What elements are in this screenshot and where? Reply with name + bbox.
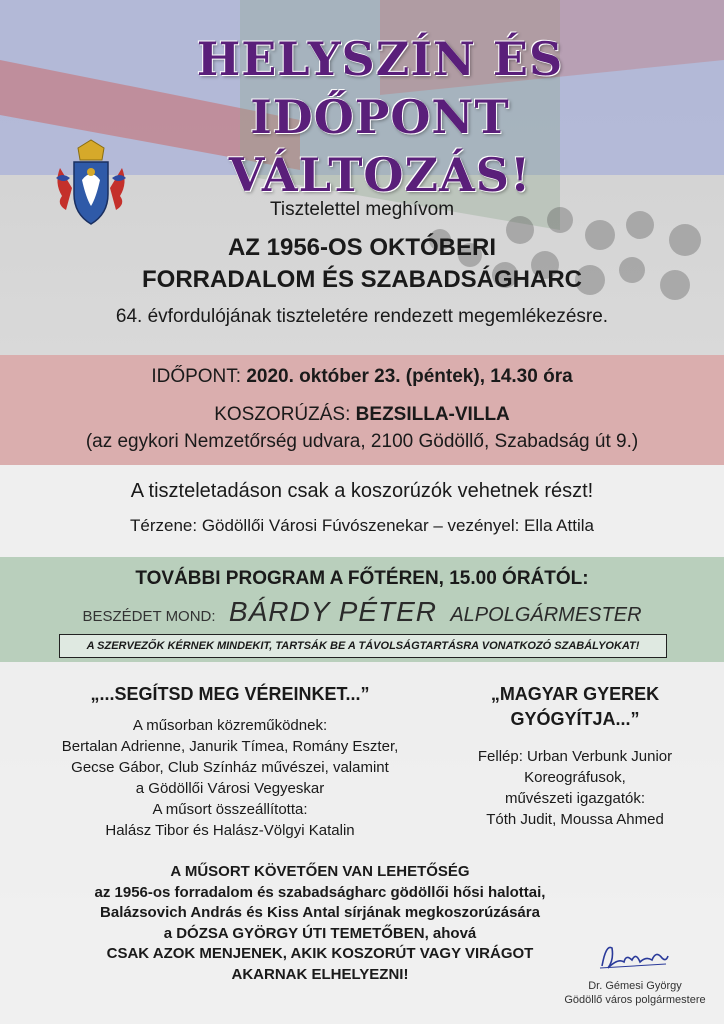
footer-line: Balázsovich András és Kiss Antal sírjának megkoszorúzására: [100, 904, 540, 921]
wreath-row: [0, 404, 724, 426]
event-title: [0, 232, 724, 296]
program-heading: TOVÁBBI PROGRAM A FŐTÉREN, 15.00 ÓRÁTÓL:: [135, 568, 589, 589]
left-line: A műsort összeállította:: [152, 801, 308, 818]
footer-line: a DÓZSA GYÖRGY ÚTI TEMETŐBEN, ahová: [163, 924, 477, 942]
footer-line: AKARNAK ELHELYEZNI!: [231, 965, 409, 983]
music-text: Térzene: Gödöllői Városi Fúvószenekar – vezényel: Ella Attila: [130, 516, 594, 535]
left-column-text: [20, 715, 440, 841]
right-line: művészeti igazgatók:: [504, 790, 646, 807]
greeting-text: Tisztelettel meghívom: [269, 199, 455, 220]
left-line: Bertalan Adrienne, Janurik Tímea, Romány Eszter,: [61, 738, 399, 755]
left-line: Halász Tibor és Halász-Völgyi Katalin: [105, 822, 355, 839]
signature-title: Gödöllő város polgármestere: [564, 994, 706, 1006]
page-title: [60, 30, 700, 204]
restriction-text: A tiszteletadáson csak a koszorúzók vehetnek részt!: [130, 480, 594, 502]
footer-text: [30, 862, 610, 985]
speech-row: [0, 596, 724, 628]
time-value: 2020. október 23. (péntek), 14.30 óra: [246, 366, 573, 387]
speaker-name: BÁRDY PÉTER: [228, 596, 437, 627]
distancing-notice: A SZERVEZŐK KÉRNEK MINDEKIT, TARTSÁK BE A TÁVOLSÁGTARTÁSRA VONATKOZÓ SZABÁLYOKAT!: [59, 634, 667, 658]
anniversary-text: 64. évfordulójának tiszteletére rendezett megemlékezésre.: [115, 306, 609, 327]
right-line: Fellép: Urban Verbunk Junior: [477, 748, 673, 765]
event-title-line-2: FORRADALOM ÉS SZABADSÁGHARC: [142, 266, 582, 293]
time-label: IDŐPONT:: [151, 366, 242, 387]
address-text: (az egykori Nemzetőrség udvara, 2100 Gödöllő, Szabadság út 9.): [85, 431, 639, 452]
title-line-1: HELYSZÍN ÉS IDŐPONT: [196, 32, 564, 144]
event-title-line-1: AZ 1956-OS OKTÓBERI: [227, 234, 497, 261]
left-line: A műsorban közreműködnek:: [132, 717, 328, 734]
right-column-text: [440, 746, 710, 830]
speaker-role: ALPOLGÁRMESTER: [450, 604, 642, 626]
right-column: [440, 682, 710, 830]
footer-line: CSAK AZOK MENJENEK, AKIK KOSZORÚT VAGY VIRÁGOT: [106, 945, 534, 962]
right-line: Tóth Judit, Moussa Ahmed: [486, 811, 664, 828]
signature-name: Dr. Gémesi György: [588, 980, 682, 992]
right-title-line-2: GYÓGYÍTJA...”: [510, 709, 640, 729]
left-line: Gecse Gábor, Club Színház művészei, valamint: [71, 759, 389, 776]
wreath-value: BEZSILLA-VILLA: [355, 404, 510, 425]
footer-line: A MŰSORT KÖVETŐEN VAN LEHETŐSÉG: [170, 863, 470, 880]
time-row: [0, 366, 724, 388]
wreath-label: KOSZORÚZÁS:: [214, 404, 351, 425]
left-column-title: „...SEGÍTSD MEG VÉREINKET...”: [90, 684, 370, 704]
right-title-line-1: „MAGYAR GYEREK: [490, 684, 660, 704]
title-line-2: VÁLTOZÁS!: [228, 148, 532, 202]
left-column: [20, 682, 440, 841]
speech-label: BESZÉDET MOND:: [82, 608, 216, 625]
footer-line: az 1956-os forradalom és szabadságharc gödöllői hősi halottai,: [94, 883, 546, 901]
right-line: Koreográfusok,: [524, 769, 626, 786]
right-column-title: [440, 682, 710, 732]
left-line: a Gödöllői Városi Vegyeskar: [135, 780, 325, 797]
signature-image: [596, 940, 672, 974]
